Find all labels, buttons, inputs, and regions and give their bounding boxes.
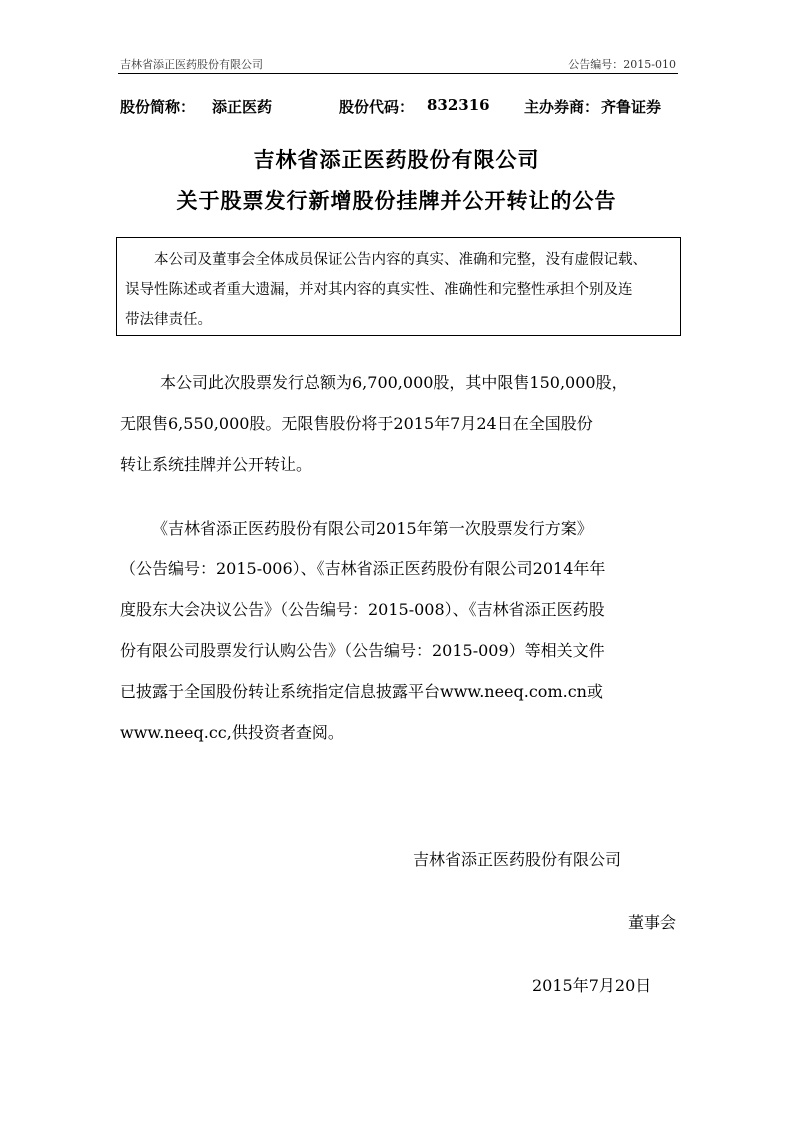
signature-date: 2015年7月20日 <box>532 976 652 995</box>
signature-board: 董事会 <box>628 913 677 932</box>
body-line: 《吉林省添正医药股份有限公司2015年第一次股票发行方案》 <box>152 519 593 538</box>
disclaimer-line: 本公司及董事会全体成员保证公告内容的真实、准确和完整，没有虚假记载、 <box>154 252 647 268</box>
body-line: 份有限公司股票发行认购公告》（公告编号：2015-009）等相关文件 <box>120 641 605 660</box>
broker-value: 齐鲁证券 <box>601 98 662 116</box>
body-line: 已披露于全国股份转让系统指定信息披露平台www.neeq.com.cn或 <box>120 682 603 701</box>
body-line: 度股东大会决议公告》（公告编号：2015-008）、《吉林省添正医药股 <box>120 600 605 619</box>
stock-code-label: 股份代码： <box>339 98 415 116</box>
header-company: 吉林省添正医药股份有限公司 <box>120 58 263 71</box>
body-line: 无限售6,550,000股。无限售股份将于2015年7月24日在全国股份 <box>120 414 593 433</box>
disclaimer-line: 带法律责任。 <box>125 312 212 328</box>
document-title: 吉林省添正医药股份有限公司 <box>253 147 540 172</box>
broker-label: 主办券商： <box>524 98 600 116</box>
header-announcement-number: 公告编号：2015-010 <box>568 58 676 71</box>
signature-company: 吉林省添正医药股份有限公司 <box>413 850 622 869</box>
short-name-label: 股份简称： <box>120 98 196 116</box>
disclaimer-box <box>116 237 681 336</box>
body-line: 转让系统挂牌并公开转让。 <box>120 455 313 474</box>
body-line: www.neeq.cc,供投资者查阅。 <box>120 723 344 742</box>
stock-code-value: 832316 <box>427 96 490 114</box>
body-line: （公告编号：2015-006）、《吉林省添正医药股份有限公司2014年年 <box>120 559 606 578</box>
disclaimer-line: 误导性陈述或者重大遗漏，并对其内容的真实性、准确性和完整性承担个别及连 <box>125 282 633 298</box>
document-subtitle: 关于股票发行新增股份挂牌并公开转让的公告 <box>176 188 617 213</box>
short-name-value: 添正医药 <box>212 98 273 116</box>
header-divider <box>118 73 678 74</box>
body-line: 本公司此次股票发行总额为6,700,000股，其中限售150,000股， <box>160 373 628 392</box>
